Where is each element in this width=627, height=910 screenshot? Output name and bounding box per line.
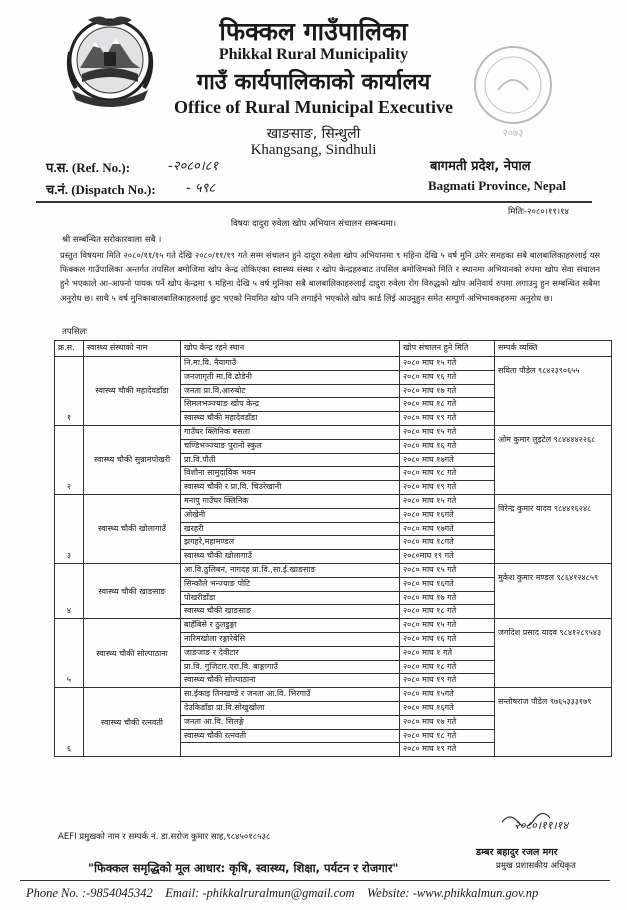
ref-value: -२०८०।८१ [168,159,219,174]
table-header-row [55,341,612,357]
title-nepali: फिक्कल गाउँपालिका [219,17,408,46]
letter-date: मितिः-२०८०।११।१४ [508,207,569,217]
signature-date: २०८०।११।१४ [514,819,569,832]
vaccination-center: जाङजाङ र देवीटार [181,646,400,660]
signature-mark [500,812,560,826]
title-english: Phikkal Rural Municipality [218,46,409,63]
vaccination-center: झगहरे,महामण्डल [181,536,400,550]
ref-label: प.स. (Ref. No.): [46,160,131,175]
vaccination-date: २०८० माघ १८ गते [400,467,495,481]
vaccination-center: नारिमखोला रङ्गारेबेसि [181,632,400,646]
table-row [55,357,612,371]
vaccination-center [181,743,400,757]
footer-contact [26,886,606,901]
row-serial-number: ६ [55,688,84,757]
vaccination-center: जनता आ.वि. सिलङ्गे [181,715,400,729]
row-serial-number: ३ [55,494,84,563]
health-facility-name: स्वास्थ्य चौकी सुन्नामपोखरी [84,425,181,494]
vaccination-center: जनता प्रा.वि.आरुबोट [181,384,400,398]
vaccination-date: २०८० माघ १८ गते [400,660,495,674]
vaccination-center: नि.मा.वि. नैयागाउँ [181,357,400,371]
contact-person: जगदिश प्रसाद यादव ९८४१२८९५४३ [495,619,612,688]
vaccination-center: ओखेनी [181,508,400,522]
vaccination-date: २०८० माघ १५ गते [400,563,495,577]
contact-person: मुकेश कुमार मण्डल ९८६४१२४८५९ [495,563,612,618]
vaccination-date: २०८० माघ १९ गते [400,412,495,426]
vaccination-date: २०८० माघ १६ गते [400,632,495,646]
vaccination-date: २०८० माघ १५ गते [400,357,495,371]
contact-person: सन्तोषराज पौडेल ९७६५३३३१७९ [495,688,612,757]
office-english: Office of Rural Municipal Executive [174,97,453,117]
vaccination-date: २०८० माघ १६ गते [400,370,495,384]
vaccination-schedule-table [54,340,612,757]
vaccination-center: जनजागृती मा.वि.ढोडेनी [181,370,400,384]
footer-slogan: "फिक्कल समृद्धिको मूल आधार: कृषि, स्वास्थ्य, शिक्षा, पर्यटन र रोजगार" [88,861,399,875]
aefi-contact: AEFI प्रमुखको नाम र सम्पर्क नं. डा.सरोज कुमार साह,९८४५०१८५३८ [58,832,271,842]
vaccination-center: विशौना सामुदायिक भवन [181,467,400,481]
contact-person: विरेन्द्र कुमार यादव ९८४४१६२४८ [495,494,612,563]
health-facility-name: स्वास्थ्य चौकी खोलागाउँ [84,494,181,563]
address-english: Khangsang, Sindhuli [250,142,377,158]
vaccination-date: २०८० माघ १८ गते [400,729,495,743]
row-serial-number: १ [55,357,84,426]
vaccination-center: खरहरी [181,522,400,536]
vaccination-date: २०८० माघ १५ गते [400,425,495,439]
vaccination-date: २०८० माघ १६गते [400,701,495,715]
table-row [55,494,612,508]
vaccination-center: स्वास्थ्य चौकी महादेवडाँडा [181,412,400,426]
province-nepali: बागमती प्रदेश, नेपाल [430,159,531,174]
vaccination-date: २०८० माघ १ गते [400,646,495,660]
col-sn: क्र.स. [55,341,84,357]
table-row [55,425,612,439]
vaccination-center: आ.वि.ठुलिबन, नागदह प्रा.वि.,सा.ई.खाङसाङ [181,563,400,577]
health-facility-name: स्वास्थ्य चौकी महादेवडाँडा [84,357,181,426]
signatory-name: डम्बर बहादुर रजल मगर [476,847,558,858]
table-row [55,619,612,633]
dispatch-value: - ५९८ [186,181,216,196]
vaccination-center: देउकिडाँडा प्रा.वि.सोखुखोला [181,701,400,715]
vaccination-center: प्रा.वि.पौती [181,453,400,467]
letter-body: प्रस्तुत विषयमा मिति २०८०/११/१५ गते देखि २०८०/११/१९ गते सम्म संचालन हुने दादुरा रुवेला खोप अभियानमा ९ महिना देखि ५ वर्ष मुनि उमेर समहका सबै बालबालिकाहरुलाई यस फिक्कल गाउँपालिका अन्तर्गत तपसिल बमोजिमा खोप केन्द्र तोकिएका स्वास्थ्य संस्था र खोप केन्द्रहरुबाट तपसिल बमोजिमको मिति र स्थानमा अभियानको रुपमा खोप सेवा संचालन हुने भएकाले आ-आफ्नो पायक पर्ने खोप केन्द्रमा ९ महिना देखि ५ वर्ष मुनिका सबै बालबालिकाहरुलाई दादुरा रुवेला रोग विरुद्धको खोप अनिवार्य रुपमा लगाउनु हुन सम्बन्धित सबैमा अनुरोध छ। साथै ५ वर्ष मुनिकाबालबालिकाहरुलाई छुट भएको नियमित खोप पनि लगाईने भएकोले खोप कार्ड लिई आउनुहुन समेत सम्पुर्ण अभिभावकहरुमा अनुरोध छ। [60,250,600,303]
vaccination-date: २०८० माघ १५ गते [400,494,495,508]
vaccination-center: सिन्कौले भन्ज्याङ पोटि [181,577,400,591]
footer-website: Website: -www.phikkalmun.gov.np [367,886,539,900]
vaccination-center: गाउँघर क्लिनिक बसला [181,425,400,439]
footer-divider [20,880,610,881]
health-facility-name: स्वास्थ्य चौकी रत्नवती [84,688,181,757]
vaccination-center: बाहँबिसे र ठुलडुङ्गा [181,619,400,633]
row-serial-number: ५ [55,619,84,688]
vaccination-date: २०८० माघ १७गते [400,522,495,536]
province-english: Bagmati Province, Nepal [428,178,567,193]
office-nepali: गाउँ कार्यपालिकाको कार्यालय [196,70,431,95]
vaccination-center: स्वास्थ्य चौकी रत्नवती [181,729,400,743]
vaccination-date: २०८० माघ १९ गते [400,674,495,688]
footer-phone: Phone No. :-9854045342 [26,886,153,900]
col-facility: स्वास्थ्य संस्थाको नाम [84,341,181,357]
health-facility-name: स्वास्थ्य चौकी खाङसाङ [84,563,181,618]
vaccination-date: २०८० माघ १९ गते [400,481,495,495]
vaccination-date: २०८०माघ १९ गते [400,550,495,564]
contact-person: सविता पौडेल ९८४२३९०६५५ [495,357,612,426]
tapsil-label: तपसिलः [62,327,88,337]
vaccination-center: स्वास्थ्य चौकी खाङसाङ [181,605,400,619]
vaccination-date: २०८० माघ १७गते [400,453,495,467]
address-nepali: खाङसाङ, सिन्धुली [266,126,361,142]
vaccination-center: स्वास्थ्य चौकी र प्रा.वि. चिउरेखानी [181,481,400,495]
vaccination-date: २०८० माघ १६गते [400,577,495,591]
vaccination-date: २०८० माघ १९ गते [400,743,495,757]
vaccination-date: २०८० माघ १६ गते [400,439,495,453]
vaccination-date: २०८० माघ १८ गते [400,398,495,412]
letter-subject: विषयः दादुरा रुवेला खोप अभियान संचालन सम्बन्धमा। [230,219,397,229]
contact-person: ओम कुमार लुइटेल ९८४४४४२२६८ [495,425,612,494]
vaccination-center: चण्डिभञ्ज्याङ पुरानो स्कुल [181,439,400,453]
vaccination-center: स्वास्थ्य चौकी खोलागाउँ [181,550,400,564]
col-center: खोप केन्द्र रहने स्थान [181,341,400,357]
signatory-designation: प्रमुख प्रशासकीय अधिकृत [496,861,576,871]
vaccination-date: २०८० माघ १७ गते [400,715,495,729]
vaccination-center: प्रा.वि. गुजिटार.एरा.वि. बाङ्गागाउँ [181,660,400,674]
table-row [55,563,612,577]
vaccination-date: २०८० माघ १५गते [400,688,495,702]
vaccination-center: सा.ईकाइ तिनखण्डे र जनता आ.वि. भिरगाउँ [181,688,400,702]
header-divider [36,201,592,203]
vaccination-center: पोखरीडाँडा [181,591,400,605]
vaccination-date: २०८० माघ १७ गते [400,591,495,605]
row-serial-number: ४ [55,563,84,618]
vaccination-date: २०८० माघ १५ गते [400,619,495,633]
footer-email: Email: -phikkalruralmun@gmail.com [165,886,355,900]
col-contact: सम्पर्क व्यक्ति [495,341,612,357]
health-facility-name: स्वास्थ्य चौकी सोल्पाठाना [84,619,181,688]
vaccination-date: २०८० माघ १६गते [400,508,495,522]
vaccination-date: २०८० माघ १८गते [400,536,495,550]
col-date: खोप संचालन हुने मिति [400,341,495,357]
vaccination-center: मनापु गाउँघर क्लिनिक [181,494,400,508]
svg-text:२०७३: २०७३ [502,128,524,139]
row-serial-number: २ [55,425,84,494]
table-row [55,688,612,702]
letter-salutation: श्री सम्बन्धित सरोकारवाला सबै । [62,235,162,245]
vaccination-center: स्वास्थ्य चौकी सोल्पाठाना [181,674,400,688]
dispatch-label: च.नं. (Dispatch No.): [46,182,156,197]
vaccination-date: २०८० माघ १७ गते [400,384,495,398]
vaccination-date: २०८० माघ १८ गते [400,605,495,619]
vaccination-center: सिमलभञ्ज्याङ खोप केन्द्र [181,398,400,412]
